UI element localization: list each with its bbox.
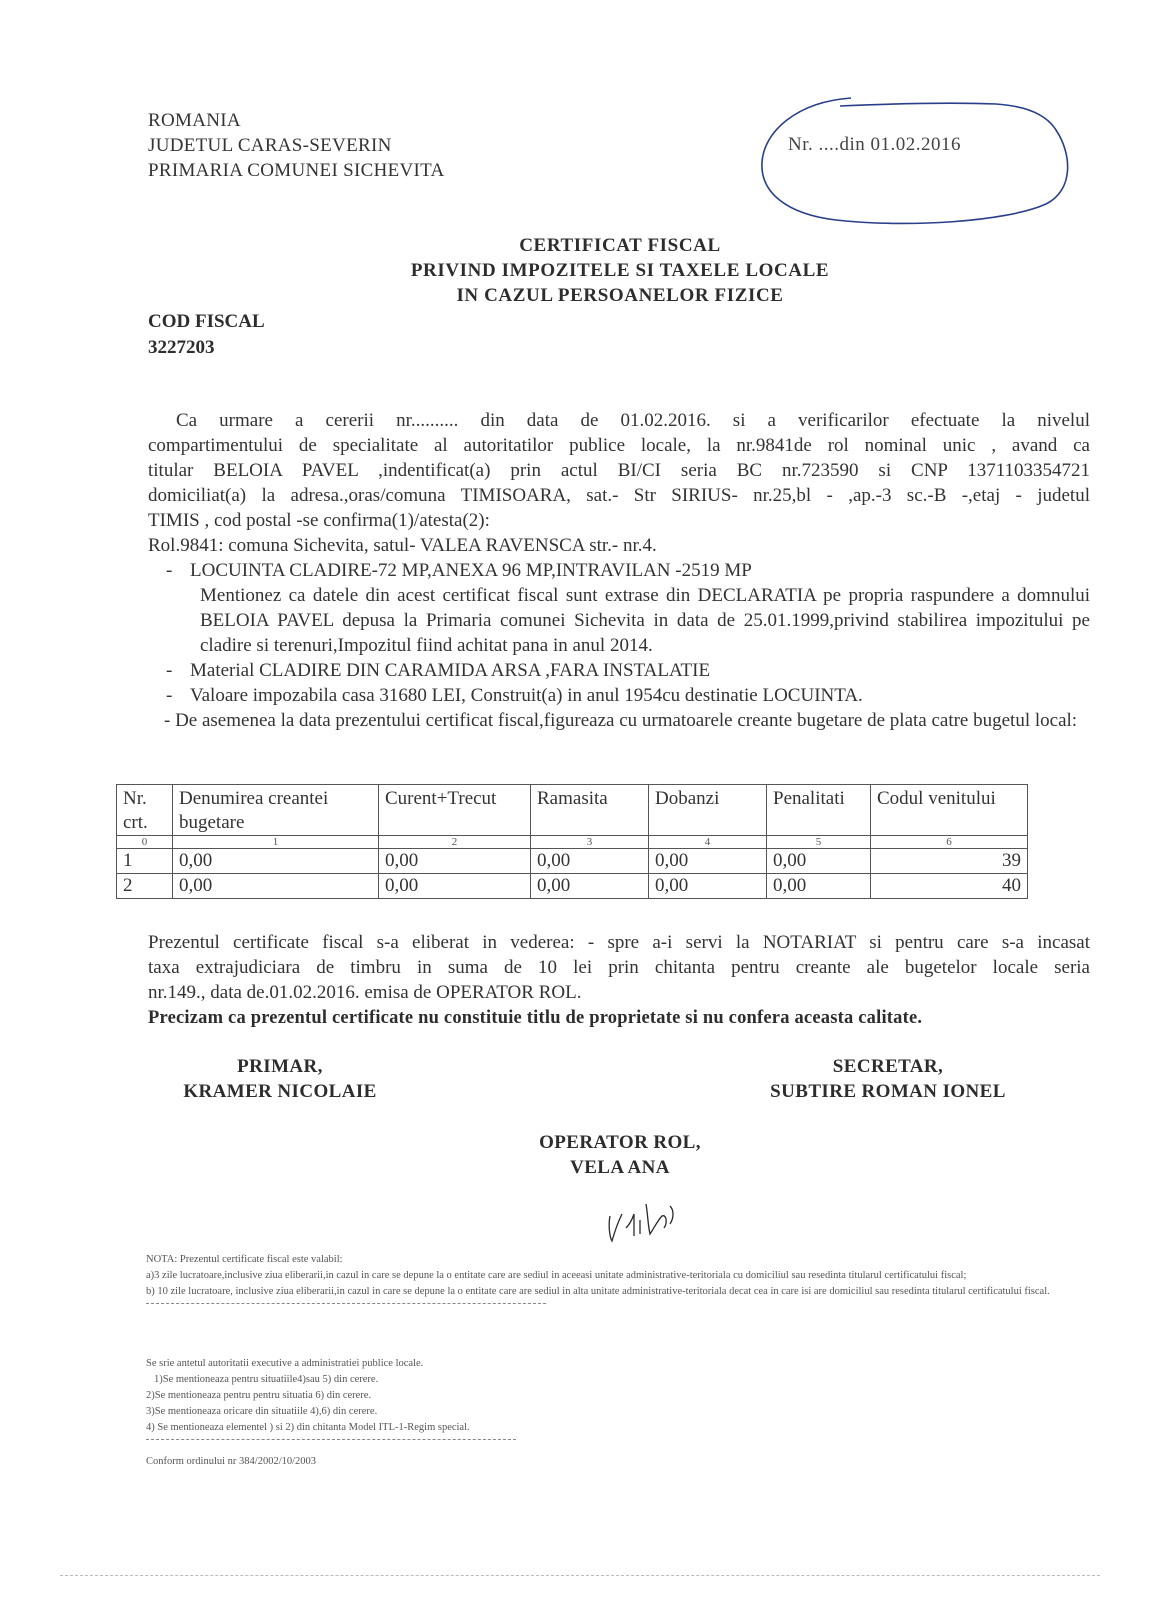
table-row	[117, 849, 1028, 874]
title-line-1: CERTIFICAT FISCAL	[519, 235, 721, 256]
table-cell: 2	[117, 874, 173, 899]
property-roll: Rol.9841: comuna Sichevita, satul- VALEA RAVENSCA str.- nr.4.	[148, 535, 657, 556]
index-cell: 0	[117, 836, 173, 849]
table-index-row	[117, 836, 1028, 849]
index-cell: 5	[767, 836, 871, 849]
handdrawn-circle-mark	[756, 92, 1076, 232]
operator-name: VELA ANA	[570, 1157, 670, 1178]
bullet-value-text: Valoare impozabila casa 31680 LEI, Construit(a) in anul 1954cu destinatie LOCUINTA.	[190, 685, 863, 706]
certificate-body	[148, 408, 1090, 733]
table-cell: 0,00	[649, 874, 767, 899]
scan-edge-line	[60, 1575, 1100, 1576]
index-cell: 6	[871, 836, 1028, 849]
table-cell: 0,00	[173, 849, 379, 874]
footnote: 4) Se mentioneaza elementel ) si 2) din chitanta Model ITL-1-Regim special.	[146, 1422, 470, 1433]
fiscal-code-label: COD FISCAL	[148, 311, 265, 332]
signature-secretary	[748, 1054, 1028, 1104]
bullet-material-text: Material CLADIRE DIN CARAMIDA ARSA ,FARA INSTALATIE	[190, 660, 711, 681]
issuer-header	[148, 108, 445, 183]
issuance-paragraph	[148, 930, 1090, 1005]
table-cell: 39	[871, 849, 1028, 874]
body-line-2: compartimentului de specialitate al autoritatilor publice locale, la nr.9841de rol nominal unic , avand ca	[148, 435, 1090, 456]
table-cell: 0,00	[531, 849, 649, 874]
handwritten-signature	[600, 1196, 680, 1246]
title-line-2: PRIVIND IMPOZITELE SI TAXELE LOCALE	[410, 260, 830, 281]
table-cell: 0,00	[649, 849, 767, 874]
footnote: 2)Se mentioneaza pentru pentru situatia 6) din cerere.	[146, 1390, 372, 1401]
tax-claims-table	[116, 784, 1028, 899]
legal-reference: Conform ordinului nr 384/2002/10/2003	[146, 1456, 317, 1467]
table-cell: 0,00	[379, 874, 531, 899]
fiscal-code-value: 3227203	[148, 337, 215, 358]
bullet-value	[148, 683, 1090, 708]
footnote-divider	[146, 1439, 516, 1440]
signature-operator	[500, 1130, 740, 1180]
header-country: ROMANIA	[148, 110, 241, 131]
table-cell: 0,00	[531, 874, 649, 899]
body-line-3: titular BELOIA PAVEL ,indentificat(a) prin actul BI/CI seria BC nr.723590 si CNP 1371103354721	[148, 460, 1090, 481]
bullet-claims: - De asemenea la data prezentului certificat fiscal,figureaza cu urmatoarele creante bugetare de plata catre bugetul local:	[164, 710, 1078, 731]
document-title	[300, 233, 940, 308]
signature-mayor	[160, 1054, 400, 1104]
body-line-4: domiciliat(a) la adresa.,oras/comuna TIMISOARA, sat.- Str SIRIUS- nr.25,bl - ,ap.-3 sc.-B -,etaj - judetul	[148, 485, 1090, 506]
header-town-hall: PRIMARIA COMUNEI SICHEVITA	[148, 160, 445, 181]
col-header-interest: Dobanzi	[649, 785, 767, 836]
issuance-line-2: taxa extrajudiciara de timbru in suma de 10 lei prin chitanta pentru creante ale bugetelor locale seria	[148, 957, 1090, 978]
col-header-penalties: Penalitati	[767, 785, 871, 836]
secretary-title: SECRETAR,	[832, 1056, 944, 1077]
mayor-name: KRAMER NICOLAIE	[183, 1081, 377, 1102]
note-item-a: a)3 zile lucratoare,inclusive ziua eliberarii,in cazul in care se depune la o entitate care are sediul in aceeasi unitate administrative-teritoriala cu domiciliul sau resedinta titularul certificatului fiscal;	[146, 1270, 967, 1281]
mayor-title: PRIMAR,	[237, 1056, 323, 1077]
table-cell: 40	[871, 874, 1028, 899]
footnote: Se srie antetul autoritatii executive a administratiei publice locale.	[146, 1358, 424, 1369]
bullet-property-text: LOCUINTA CLADIRE-72 MP,ANEXA 96 MP,INTRAVILAN -2519 MP	[190, 560, 752, 581]
table-cell: 0,00	[767, 874, 871, 899]
index-cell: 4	[649, 836, 767, 849]
col-header-current: Curent+Trecut	[379, 785, 531, 836]
bullet-material	[148, 658, 1090, 683]
dash-mark: -	[166, 685, 173, 706]
table-cell: 0,00	[767, 849, 871, 874]
table-cell: 0,00	[379, 849, 531, 874]
index-cell: 1	[173, 836, 379, 849]
ownership-disclaimer: Precizam ca prezentul certificate nu constituie titlu de proprietate si nu confera aceasta calitate.	[148, 1008, 923, 1028]
bullet-property	[148, 558, 1090, 583]
col-header-remainder: Ramasita	[531, 785, 649, 836]
table-header-row	[117, 785, 1028, 836]
table-row	[117, 874, 1028, 899]
operator-title: OPERATOR ROL,	[539, 1132, 701, 1153]
header-county: JUDETUL CARAS-SEVERIN	[148, 135, 392, 156]
index-cell: 2	[379, 836, 531, 849]
index-cell: 3	[531, 836, 649, 849]
col-header-claim-name: Denumirea creantei bugetare	[173, 785, 379, 836]
dash-mark: -	[166, 660, 173, 681]
footnote: 1)Se mentioneaza pentru situatiile4)sau 5) din cerere.	[154, 1374, 379, 1385]
issuance-line-3: nr.149., data de.01.02.2016. emisa de OPERATOR ROL.	[148, 982, 582, 1003]
col-header-revenue-code: Codul venitului	[871, 785, 1028, 836]
table-cell: 0,00	[173, 874, 379, 899]
col-header-nr: Nr. crt.	[117, 785, 173, 836]
fiscal-code	[148, 309, 265, 361]
declaration-paragraph: Mentionez ca datele din acest certificat fiscal sunt extrase din DECLARATIA pe propria raspundere a domnului BELOIA PAVEL depusa la Primaria comunei Sichevita in data de 25.01.1999,privind stabilirea impozitului pe cladire si terenuri,Impozitul fiind achitat pana in anul 2014.	[200, 585, 1090, 656]
body-line-1: Ca urmare a cererii nr.......... din data de 01.02.2016. si a verificarilor efectuate la nivelul	[176, 410, 1090, 431]
footnote: 3)Se mentioneaza oricare din situatiile 4),6) din cerere.	[146, 1406, 378, 1417]
footnotes	[146, 1356, 516, 1444]
note-heading: NOTA: Prezentul certificate fiscal este valabil:	[146, 1254, 343, 1265]
registration-number: Nr. ....din 01.02.2016	[788, 134, 962, 155]
issuance-line-1: Prezentul certificate fiscal s-a eliberat in vederea: - spre a-i servi la NOTARIAT si pentru care s-a incasat	[148, 932, 1090, 953]
table-cell: 1	[117, 849, 173, 874]
secretary-name: SUBTIRE ROMAN IONEL	[770, 1081, 1006, 1102]
validity-note	[118, 1252, 1098, 1308]
title-line-3: IN CAZUL PERSOANELOR FIZICE	[456, 285, 784, 306]
dash-mark: -	[166, 560, 173, 581]
note-divider	[146, 1303, 546, 1304]
body-line-5: TIMIS , cod postal -se confirma(1)/atesta(2):	[148, 510, 490, 531]
note-item-b: b) 10 zile lucratoare, inclusive ziua eliberarii,in cazul in care se depune la o entitate care are sediul in alta unitate administrative-teritoriala decat cea in care isi are domiciliul sau resedinta titularul certificatului fiscal.	[146, 1286, 1050, 1297]
